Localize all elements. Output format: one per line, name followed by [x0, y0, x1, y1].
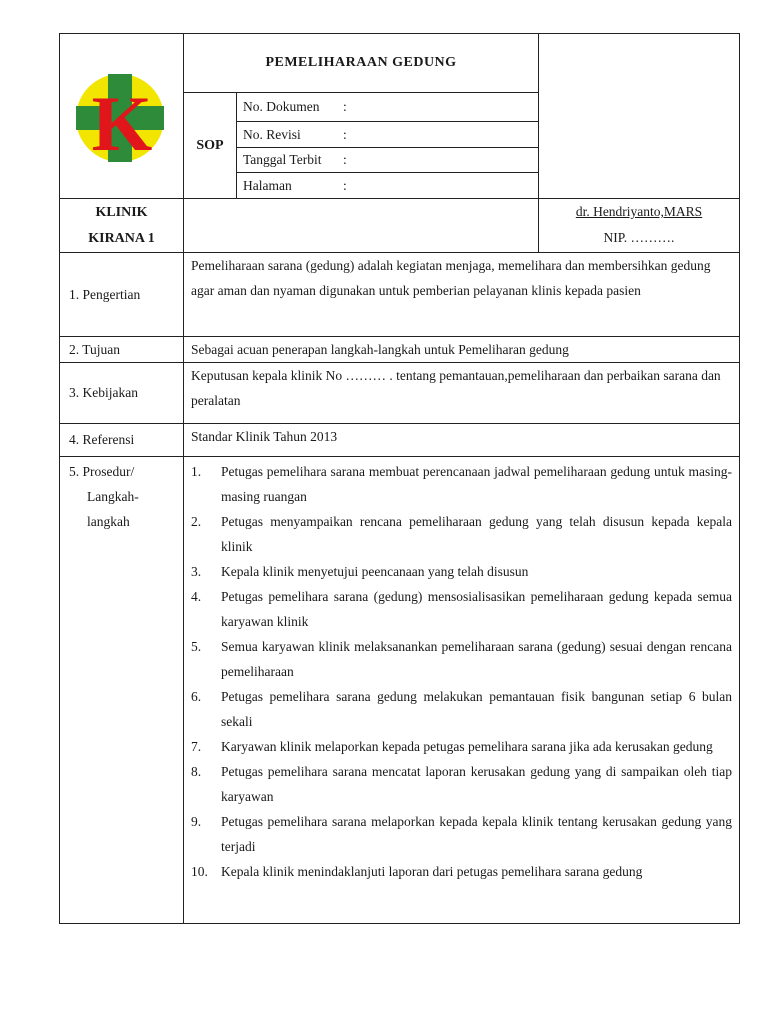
section-label-kebijakan [60, 363, 184, 424]
meta-label: Tanggal Terbit [243, 152, 322, 167]
document-title: PEMELIHARAAN GEDUNG [265, 55, 457, 70]
meta-value: : [343, 99, 347, 114]
section-label-text: Langkah- [87, 489, 139, 504]
step-number: 6. [191, 689, 202, 704]
header-blank-cell [539, 34, 740, 199]
step-text: Petugas menyampaikan rencana pemeliharaan gedung yang telah disusun kepada kepala klinik [221, 514, 732, 554]
procedure-step [191, 684, 732, 734]
procedure-step [191, 734, 732, 759]
procedure-step [191, 459, 732, 509]
blank-middle-cell [184, 199, 539, 253]
meta-row-halaman [237, 173, 539, 199]
section-label-referensi [60, 424, 184, 457]
meta-label: Halaman [243, 177, 292, 193]
step-text: Karyawan klinik melaporkan kepada petugas pemelihara sarana jika ada kerusakan gedung [221, 739, 713, 754]
procedure-step [191, 634, 732, 684]
section-body-tujuan [184, 337, 740, 363]
step-number: 8. [191, 764, 202, 779]
sop-label: SOP [196, 137, 224, 153]
step-text: Kepala klinik menyetujui peencanaan yang telah disusun [221, 564, 529, 579]
clinic-name-line1: KLINIK [95, 205, 148, 220]
step-number: 3. [191, 564, 202, 579]
procedure-steps-list [191, 459, 732, 884]
step-text: Petugas pemelihara sarana mencatat laporan kerusakan gedung yang di sampaikan oleh tiap karyawan [221, 764, 732, 804]
step-number: 7. [191, 739, 202, 754]
step-number: 4. [191, 589, 202, 604]
procedure-step [191, 509, 732, 559]
section-label-tujuan [60, 337, 184, 363]
section-label-prosedur [60, 457, 184, 924]
procedure-step [191, 584, 732, 634]
sop-document [59, 33, 739, 920]
section-text: Keputusan kepala klinik No ……… . tentang pemantauan,pemeliharaan dan perbaikan sarana dan peralatan [191, 368, 721, 408]
clinic-logo-icon [60, 34, 184, 194]
section-text: Sebagai acuan penerapan langkah-langkah untuk Pemeliharan gedung [191, 342, 569, 357]
signer-nip: NIP. ………. [603, 230, 675, 245]
procedure-step [191, 559, 732, 584]
meta-row-revisi [237, 122, 539, 148]
step-number: 9. [191, 814, 202, 829]
meta-label: No. Revisi [243, 126, 301, 142]
sop-table [59, 33, 740, 924]
section-label-text: langkah [87, 514, 130, 529]
sop-label-cell [184, 93, 237, 199]
logo-cell [60, 34, 184, 199]
step-text: Semua karyawan klinik melaksanankan pemeliharaan sarana (gedung) sesuai dengan rencana pemeliharaan [221, 639, 732, 679]
step-text: Kepala klinik menindaklanjuti laporan dari petugas pemelihara sarana gedung [221, 864, 643, 879]
section-body-kebijakan [184, 363, 740, 424]
section-text: Pemeliharaan sarana (gedung) adalah kegiatan menjaga, memelihara dan membersihkan gedung agar aman dan nyaman digunakan untuk pemberian pelayanan klinis kepada pasien [191, 258, 711, 298]
signature-cell [539, 199, 740, 253]
section-label-pengertian [60, 253, 184, 337]
meta-row-tanggal-terbit [237, 148, 539, 173]
section-label-text: 3. Kebijakan [69, 385, 138, 400]
step-number: 10. [191, 864, 208, 879]
section-body-referensi [184, 424, 740, 457]
meta-label: No. Dokumen [243, 99, 320, 114]
step-text: Petugas pemelihara sarana gedung melakukan pemantauan fisik bangunan setiap 6 bulan sekali [221, 689, 732, 729]
section-body-prosedur [184, 457, 740, 924]
step-text: Petugas pemelihara sarana melaporkan kepada kepala klinik tentang kerusakan gedung yang terjadi [221, 814, 732, 854]
section-body-pengertian [184, 253, 740, 337]
procedure-step [191, 859, 732, 884]
procedure-step [191, 809, 732, 859]
step-number: 5. [191, 639, 202, 654]
clinic-name-line2: KIRANA 1 [88, 231, 155, 246]
logo-letter: K [91, 80, 153, 167]
step-number: 2. [191, 514, 202, 529]
step-number: 1. [191, 464, 202, 479]
step-text: Petugas pemelihara sarana (gedung) mensosialisasikan pemeliharaan gedung kepada semua karyawan klinik [221, 589, 732, 629]
section-label-text: 5. Prosedur/ [69, 464, 135, 479]
meta-value: : [343, 152, 347, 167]
section-label-text: 4. Referensi [69, 432, 135, 447]
meta-value: : [343, 177, 347, 193]
clinic-name-cell [60, 199, 184, 253]
document-title-cell [184, 34, 539, 93]
step-text: Petugas pemelihara sarana membuat perencanaan jadwal pemeliharaan gedung untuk masing-masing ruangan [221, 464, 732, 504]
meta-value: : [343, 126, 347, 142]
section-label-text: 1. Pengertian [69, 286, 141, 302]
procedure-step [191, 759, 732, 809]
signer-name: dr. Hendriyanto,MARS [575, 204, 703, 219]
section-label-text: 2. Tujuan [69, 341, 121, 357]
meta-row-dokumen [237, 93, 539, 122]
section-text: Standar Klinik Tahun 2013 [191, 429, 338, 444]
